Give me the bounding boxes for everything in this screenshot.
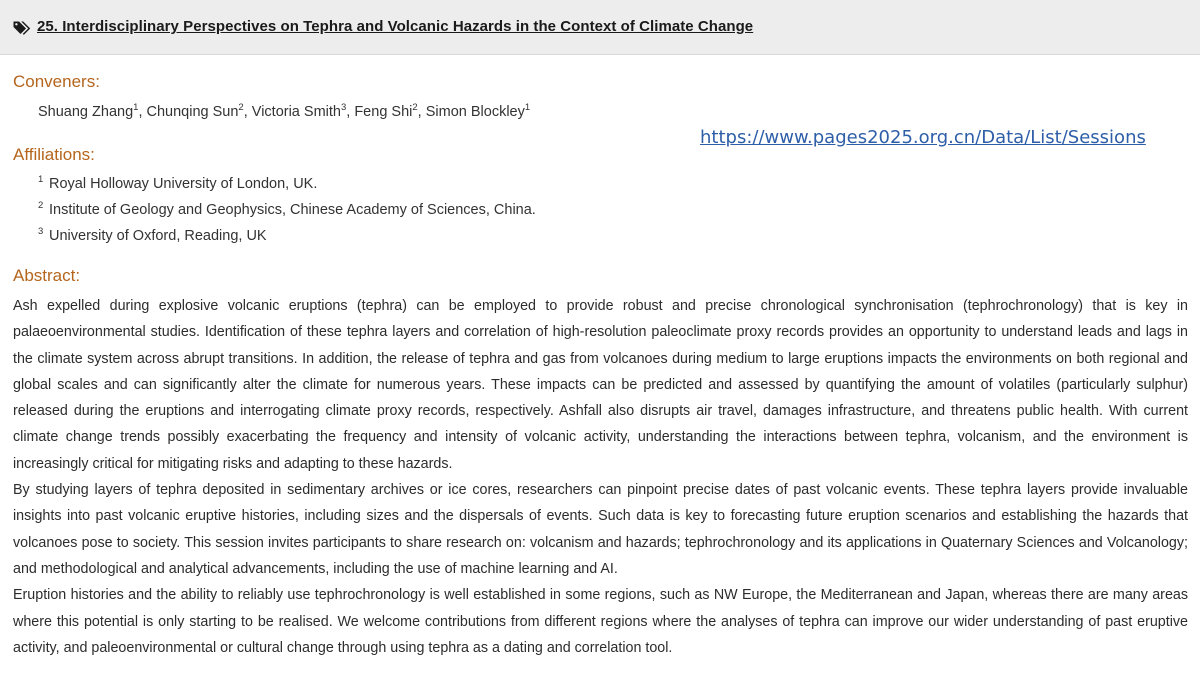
sessions-url-link[interactable]: https://www.pages2025.org.cn/Data/List/Sessions bbox=[700, 127, 1146, 148]
convener-name: Feng Shi bbox=[354, 104, 413, 120]
affiliation-item: $^3$ University of Oxford, Reading, UK bbox=[38, 226, 267, 244]
convener-name: Simon Blockley bbox=[425, 104, 525, 120]
affiliation-item: $^1$ Royal Holloway University of London, UK. bbox=[38, 174, 318, 192]
abstract-label: Abstract: bbox=[13, 266, 81, 285]
convener-separator: , bbox=[346, 104, 355, 120]
conveners-list bbox=[38, 104, 530, 120]
convener-name: Shuang Zhang bbox=[38, 104, 134, 120]
convener-separator: , bbox=[138, 104, 147, 120]
tag-icon bbox=[13, 20, 33, 36]
abstract-paragraph: Ash expelled during explosive volcanic eruptions (tephra) can be employed to provide robust and precise chronological synchronisation (tephrochronology) that is key in palaeoenvironmental studies. Identification of these tephra layers and correlation of high-resolution paleoclimate proxy records provides an opportunity to understand leads and lags in the climate system across abrupt transitions. In addition, the release of tephra and gas from volcanoes during medium to large eruptions impacts the environments on both regional and global scales and can significantly alter the climate for numerous years. These impacts can be predicted and assessed by quantifying the amount of volatiles (particularly sulphur) released during the eruptions and interrogating climate proxy records, respectively. Ashfall also disrupts air travel, damages infrastructure, and threatens public health. With current climate change trends possibly exacerbating the frequency and intensity of volcanic activity, understanding the interactions between tephra, volcanism, and the environment is increasingly critical for mitigating risks and adapting to these hazards. bbox=[13, 298, 1188, 472]
abstract-body bbox=[13, 293, 1188, 661]
convener-affiliation-number: 1 bbox=[524, 102, 531, 113]
affiliations-label: Affiliations: bbox=[13, 145, 95, 164]
convener-separator: , bbox=[417, 104, 426, 120]
abstract-paragraph: By studying layers of tephra deposited in sedimentary archives or ice cores, researchers can pinpoint precise dates of past volcanic events. These tephra layers provide invaluable insights into past volcanic eruptive histories, including sizes and the dispersals of events. Such data is key to forecasting future eruption scenarios and establishing the hazards that volcanoes pose to society. This session invites participants to share research on: volcanism and hazards; tephrochronology and its applications in Quaternary Sciences and Volcanology; and methodological and analytical advancements, including the use of machine learning and AI. bbox=[13, 482, 1188, 577]
convener-name: Victoria Smith bbox=[251, 104, 341, 120]
affiliation-text: Royal Holloway University of London, UK. bbox=[49, 176, 318, 192]
session-header bbox=[0, 0, 1200, 55]
convener-separator: , bbox=[243, 104, 252, 120]
conveners-label: Conveners: bbox=[13, 72, 100, 91]
convener-affiliation-number: 1 bbox=[133, 102, 139, 113]
affiliation-item: $^2$ Institute of Geology and Geophysics, Chinese Academy of Sciences, China. bbox=[38, 200, 536, 218]
convener-affiliation-number: 3 bbox=[340, 102, 347, 113]
convener-affiliation-number: 2 bbox=[238, 102, 244, 113]
session-title-link[interactable]: 25. Interdisciplinary Perspectives on Tephra and Volcanic Hazards in the Context of Climate Change bbox=[37, 18, 754, 35]
affiliation-text: Institute of Geology and Geophysics, Chinese Academy of Sciences, China. bbox=[49, 202, 536, 218]
convener-name: Chunqing Sun bbox=[146, 104, 239, 120]
affiliation-text: University of Oxford, Reading, UK bbox=[49, 228, 267, 244]
convener-affiliation-number: 2 bbox=[412, 102, 418, 113]
abstract-paragraph: Eruption histories and the ability to reliably use tephrochronology is well established in some regions, such as NW Europe, the Mediterranean and Japan, whereas there are many areas where this potential is only starting to be realised. We welcome contributions from different regions where the analyses of tephra can improve our wider understanding of past eruptive activity, and paleoenvironmental or cultural change through using tephra as a dating and correlation tool. bbox=[13, 587, 1188, 656]
